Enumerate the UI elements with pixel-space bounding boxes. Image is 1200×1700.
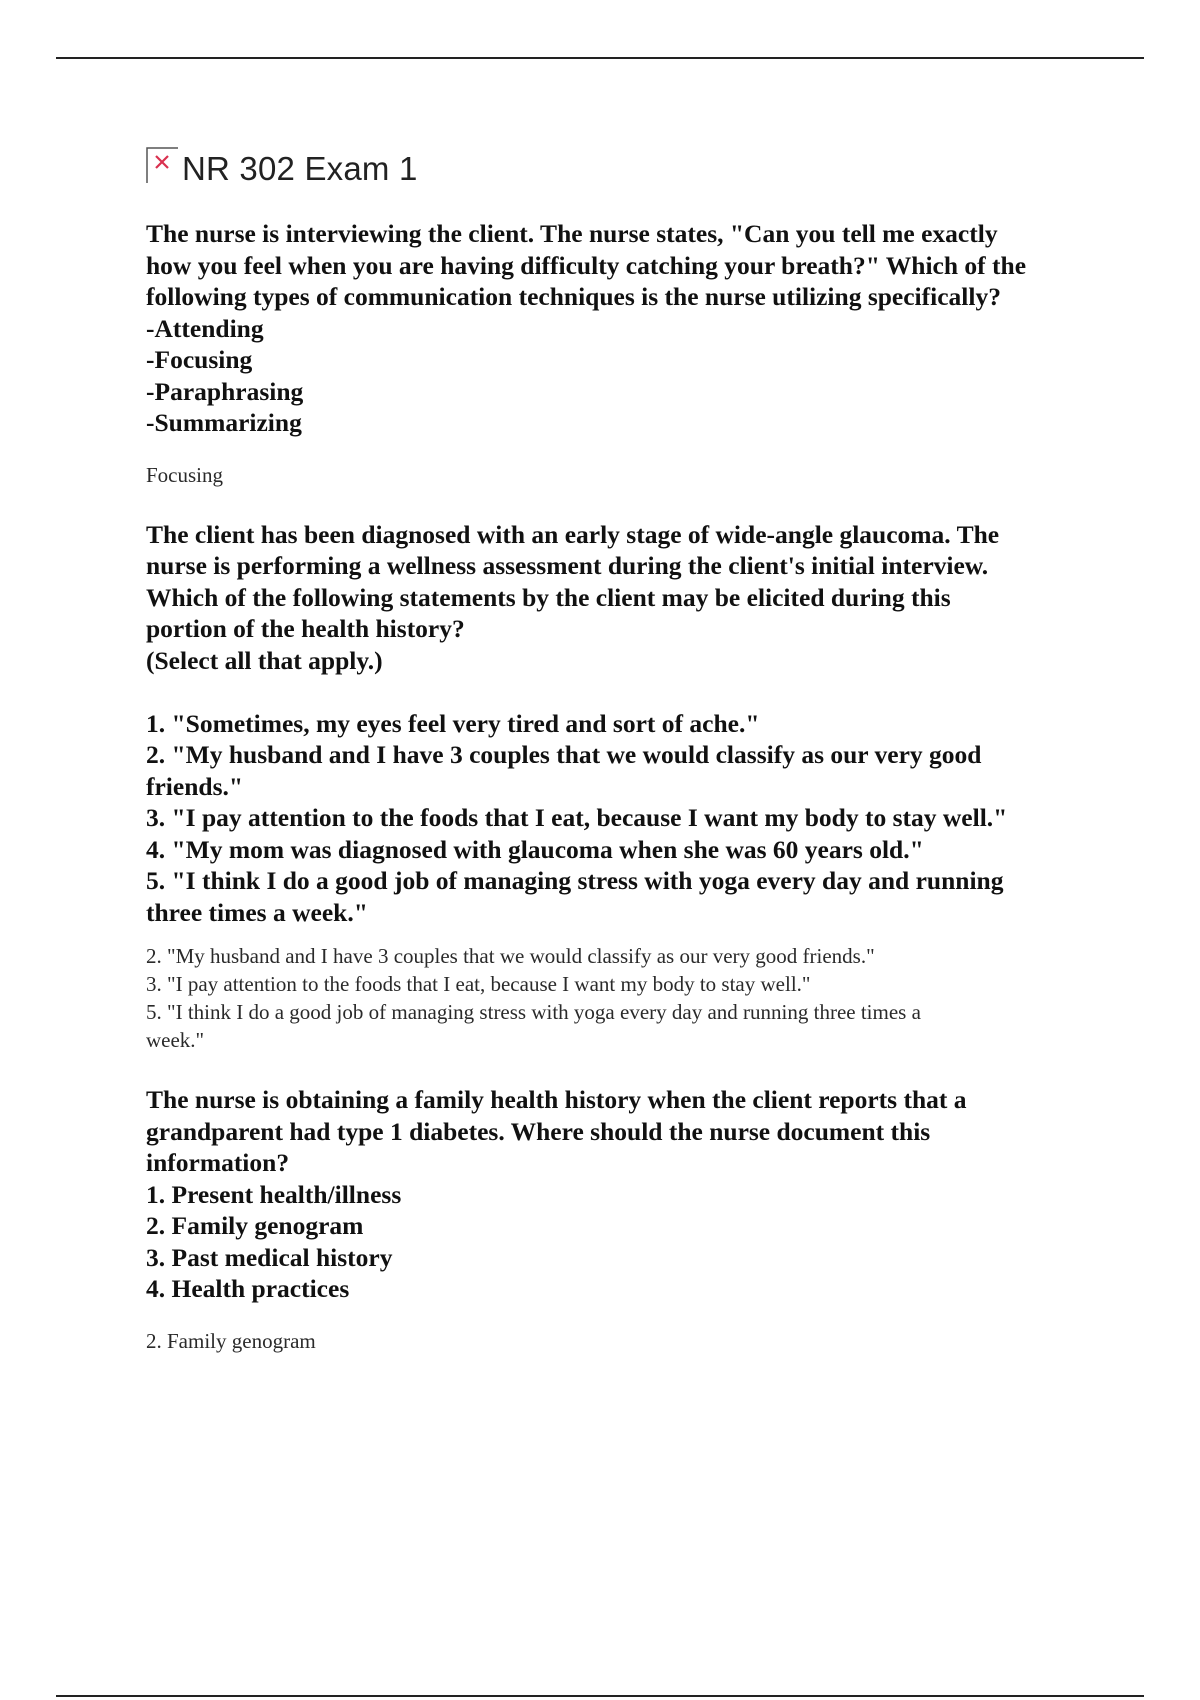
bottom-rule [56,1695,1144,1697]
page-title: NR 302 Exam 1 [182,150,418,187]
question-text: The nurse is interviewing the client. The nurse states, "Can you tell me exactly how you feel when you are having difficulty catching your breath?" Which of the following types of communication techniques is the nurse utilizing specifically? -Attending -Focusing -Paraphrasing -Summarizing [146,219,1027,437]
qa-item [146,218,1106,489]
question-text: The nurse is obtaining a family health history when the client reports that a grandparent had type 1 diabetes. Where should the nurse document this information? 1. Present health/illness 2. Family genogram 3. Past medical history 4. Health practices [146,1085,967,1303]
answer-text: 2. "My husband and I have 3 couples that we would classify as our very good friends." 3. "I pay attention to the foods that I eat, because I want my body to stay well." 5. "I think I do a good job of managing stress with yoga every day and running three times a week." [146,944,921,1052]
question-text: The client has been diagnosed with an early stage of wide-angle glaucoma. The nurse is performing a wellness assessment during the client's initial interview. Which of the following statements by the client may be elicited during this portion of the health history? (Select all that apply.) 1. "Sometimes, my eyes feel very tired and sort of ache." 2. "My husband and I have 3 couples that we would classify as our very good friends." 3. "I pay attention to the foods that I eat, because I want my body to stay well." 4. "My mom was diagnosed with glaucoma when she was 60 years old." 5. "I think I do a good job of managing stress with yoga every day and running three times a week." [146,519,1008,927]
broken-image-icon [146,147,178,183]
answer-text: Focusing [146,462,224,487]
document-body [146,140,1106,1355]
qa-item [146,1084,1106,1355]
answer-text: 2. Family genogram [146,1328,316,1353]
qa-item [146,519,1106,1055]
title-row [146,140,1106,198]
top-rule [56,57,1144,59]
